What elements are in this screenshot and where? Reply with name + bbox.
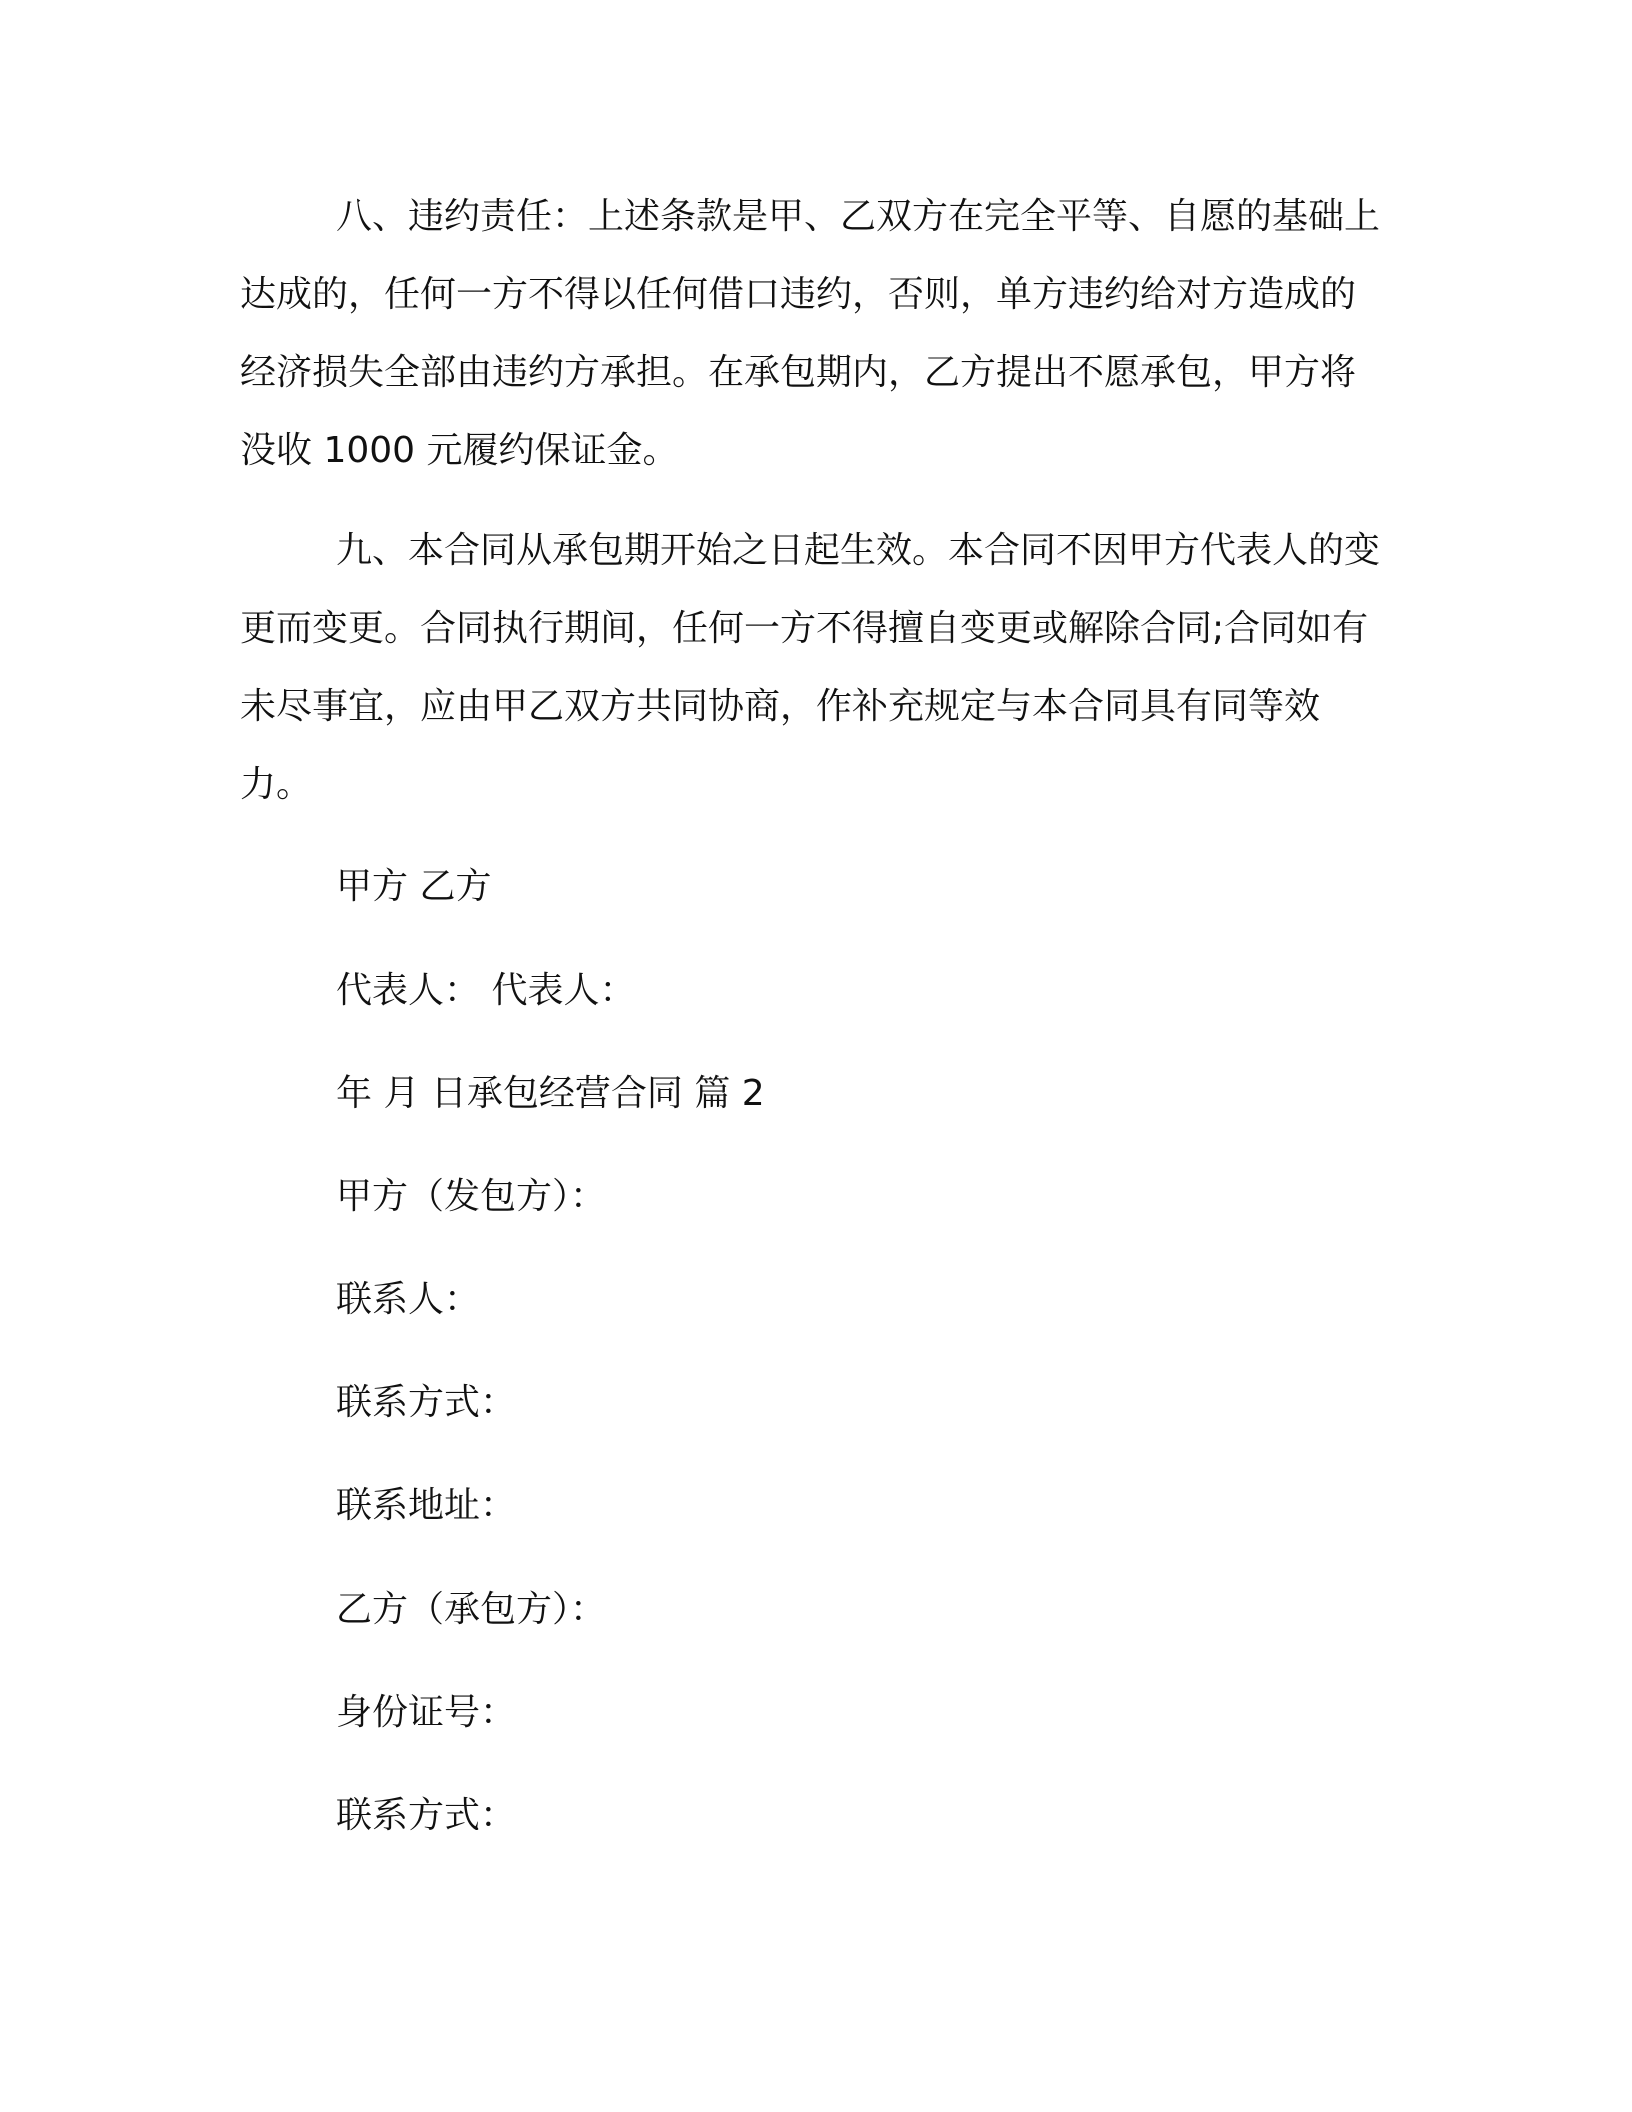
party-labels-line: 甲方 乙方	[336, 866, 492, 907]
contact-method-label: 联系方式：	[336, 1382, 517, 1423]
date-and-contract-title-line: 年 月 日承包经营合同 篇 2	[336, 1073, 765, 1114]
contact-person-label: 联系人：	[336, 1279, 481, 1320]
party-b-label: 乙方（承包方）：	[336, 1589, 607, 1630]
party-b-contact-method-label: 联系方式：	[336, 1795, 517, 1836]
clause-9-paragraph: 九、本合同从承包期开始之日起生效。本合同不因甲方代表人的变更而变更。合同执行期间，任何一方不得擅自变更或解除合同;合同如有未尽事宜，应由甲乙双方共同协商，作补充规定与本合同具有同等效力。	[240, 530, 1381, 805]
id-number-label: 身份证号：	[336, 1692, 517, 1733]
clause-8-paragraph: 八、违约责任：上述条款是甲、乙双方在完全平等、自愿的基础上达成的，任何一方不得以任何借口违约，否则，单方违约给对方造成的经济损失全部由违约方承担。在承包期内，乙方提出不愿承包，甲方将没收 1000 元履约保证金。	[240, 196, 1381, 471]
representative-labels-line: 代表人： 代表人：	[336, 970, 636, 1011]
contact-address-label: 联系地址：	[336, 1485, 517, 1526]
party-a-label: 甲方（发包方）：	[336, 1176, 607, 1217]
